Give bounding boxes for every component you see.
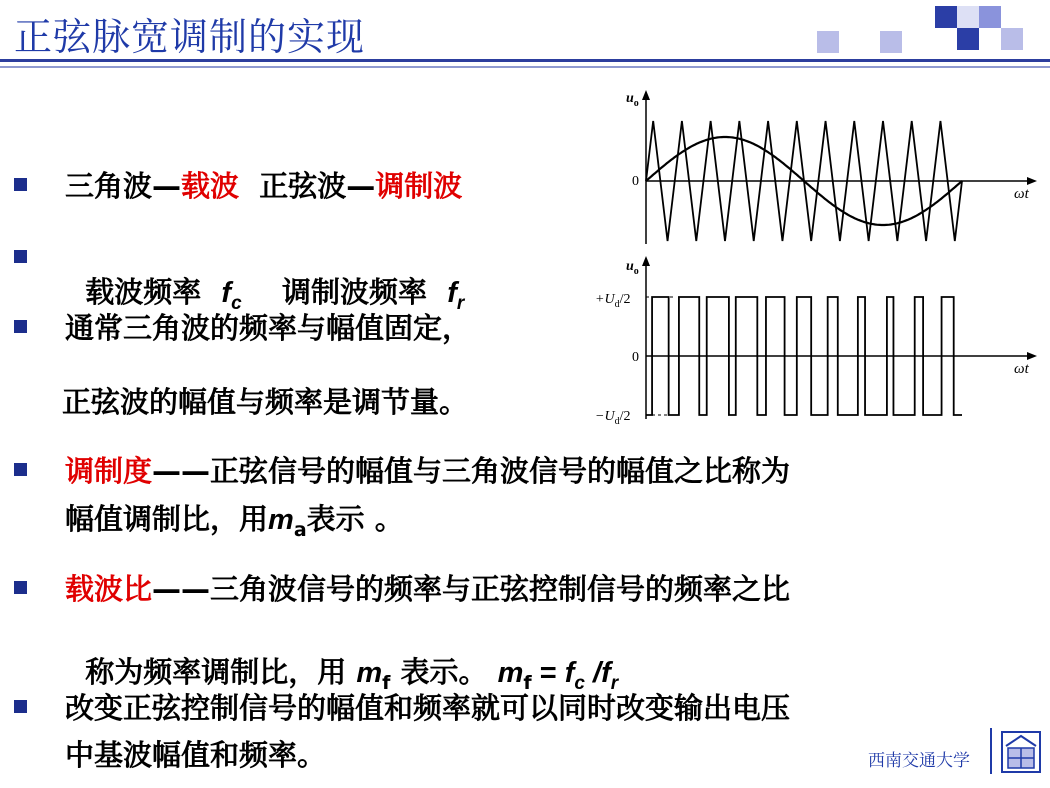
top-zero-label: 0: [632, 174, 639, 189]
symbol-m: m: [268, 504, 294, 536]
symbol-f: f: [601, 657, 611, 689]
bullet-fixed-line1: 通常三角波的频率与幅值固定，: [65, 311, 472, 345]
footer-divider: [990, 728, 992, 774]
text: =: [531, 657, 565, 689]
decorative-square: [1001, 28, 1023, 50]
symbol-m: m: [497, 657, 524, 689]
text: ——正弦信号的幅值与三角波信号的幅值之比称为: [152, 454, 791, 488]
bullet-modulation-index-line2: [65, 497, 404, 541]
text: 表示 。: [306, 502, 404, 536]
decorative-square: [817, 31, 839, 53]
page-title: 正弦脉宽调制的实现: [14, 15, 366, 59]
symbol-f: f: [447, 277, 457, 309]
university-name: 西南交通大学: [868, 751, 970, 771]
bullet-conclusion-line1: 改变正弦控制信号的幅值和频率就可以同时改变输出电压: [65, 691, 791, 725]
text: 三角波—: [65, 169, 182, 203]
bottom-ylabel: $u_o$: [626, 259, 639, 277]
bullet-carrier-modulating: [65, 164, 462, 205]
modulating-term: 调制波: [375, 169, 463, 203]
subscript: c: [574, 673, 585, 694]
bullet-marker: [14, 320, 27, 333]
bottom-xlabel: ωt: [1014, 361, 1029, 377]
text: 表示。: [390, 655, 498, 689]
text: 正弦波—: [239, 169, 376, 203]
text: 称为频率调制比，用: [85, 655, 357, 689]
top-x-arrow: [1027, 177, 1037, 185]
bullet-marker: [14, 178, 27, 191]
bullet-marker: [14, 250, 27, 263]
spwm-waveform-figure: [590, 84, 1045, 426]
carrier-ratio-term: 载波比: [65, 572, 153, 606]
carrier-term: 载波: [181, 169, 240, 203]
bullet-carrier-ratio-line1: [65, 567, 790, 608]
subscript: r: [610, 673, 619, 694]
symbol-f: f: [564, 657, 575, 689]
modulation-index-term: 调制度: [65, 454, 153, 488]
university-logo: [1000, 730, 1042, 774]
decorative-square: [957, 28, 979, 50]
decorative-square: [979, 6, 1001, 28]
subscript: f: [523, 672, 532, 694]
symbol-m: m: [356, 657, 383, 689]
bullet-conclusion-line2: 中基波幅值和频率。: [65, 738, 327, 772]
subscript: f: [382, 672, 391, 694]
bottom-pos-label: $+U_d/2$: [595, 292, 631, 310]
title-divider-secondary: [0, 66, 1050, 68]
title-divider: [0, 59, 1050, 62]
bottom-y-arrow: [642, 256, 650, 266]
bullet-marker: [14, 463, 27, 476]
decorative-square: [957, 6, 979, 28]
subscript: a: [293, 519, 307, 541]
symbol-f: f: [221, 277, 232, 309]
bullet-carrier-ratio-line2: [65, 616, 619, 694]
bottom-x-arrow: [1027, 352, 1037, 360]
top-xlabel: ωt: [1014, 186, 1029, 202]
text: 幅值调制比，用: [65, 502, 269, 536]
subscript: c: [231, 293, 242, 314]
bottom-neg-label: $-U_d/2$: [595, 409, 631, 426]
text: 调制波频率: [241, 275, 448, 309]
bullet-modulation-index-line1: [65, 449, 790, 490]
decorative-square: [935, 6, 957, 28]
text: ——三角波信号的频率与正弦控制信号的频率之比: [152, 572, 791, 606]
bottom-zero-label: 0: [632, 350, 639, 365]
subscript: r: [456, 293, 465, 314]
text: /: [584, 657, 602, 689]
top-ylabel: $u_o$: [626, 91, 639, 109]
top-y-arrow: [642, 90, 650, 100]
decorative-square: [880, 31, 902, 53]
bullet-marker: [14, 700, 27, 713]
bullet-marker: [14, 581, 27, 594]
text: 载波频率: [85, 275, 222, 309]
bullet-fixed-line2: 正弦波的幅值与频率是调节量。: [62, 385, 469, 419]
bullet-frequencies: [65, 236, 465, 314]
